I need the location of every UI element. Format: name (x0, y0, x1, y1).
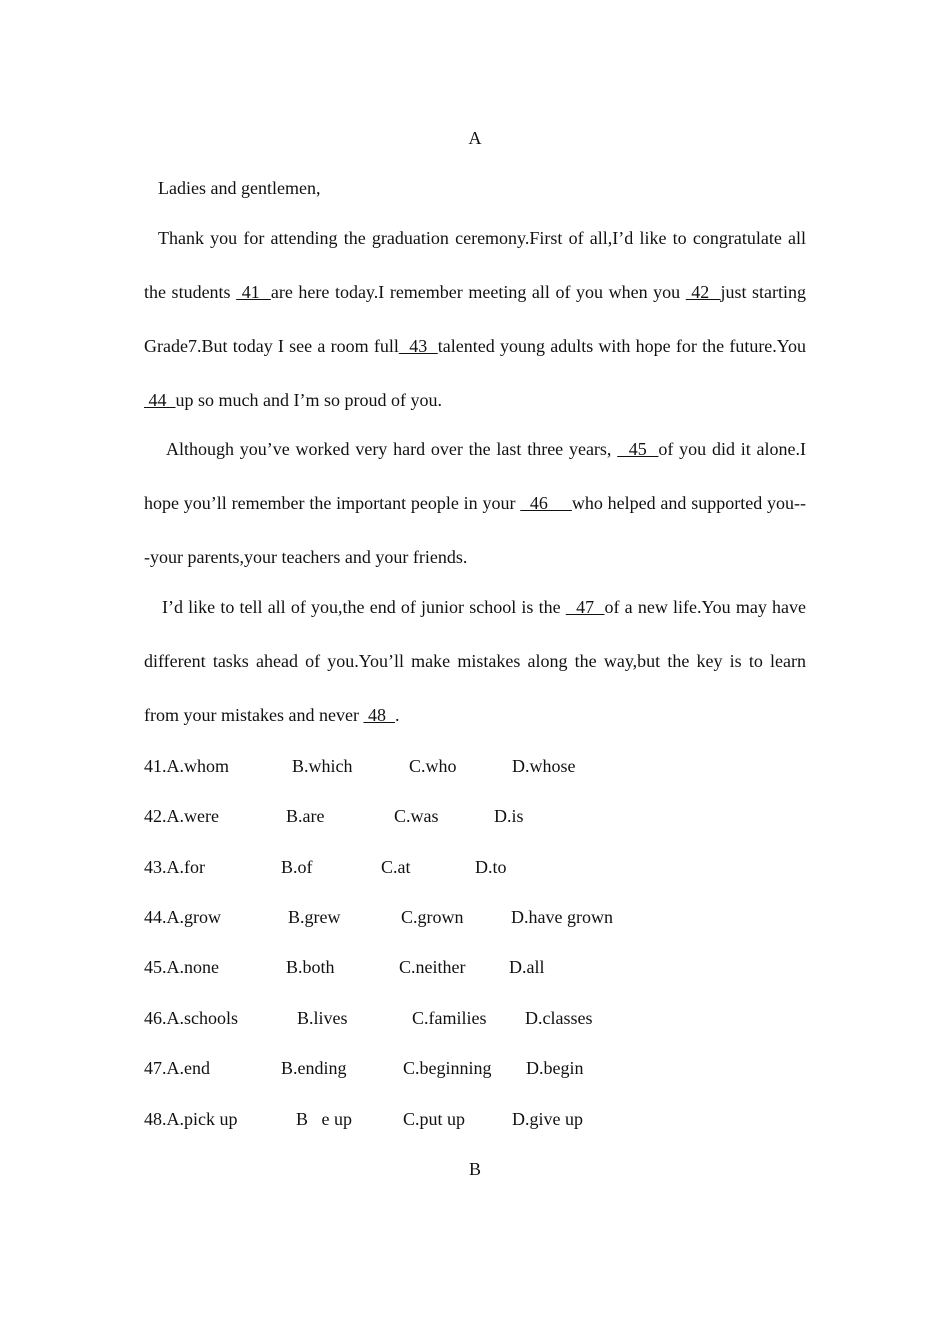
paragraph-3 (144, 580, 806, 742)
option-c: C.who (409, 756, 457, 776)
option-b: B.of (281, 857, 313, 877)
text: Although you’ve worked very hard over the last three years, (166, 439, 618, 459)
text: I’d like to tell all of you,the end of junior school is the (162, 597, 566, 617)
option-a: 41.A.whom (144, 756, 229, 776)
option-c: C.neither (399, 957, 466, 977)
option-a: 45.A.none (144, 957, 219, 977)
option-d: D.is (494, 806, 524, 826)
option-d: D.to (475, 857, 507, 877)
option-d: D.all (509, 957, 545, 977)
option-b: B.are (286, 806, 325, 826)
text: . (394, 705, 400, 725)
option-b: B.ending (281, 1058, 347, 1078)
option-c: C.beginning (403, 1058, 492, 1078)
text: of you did it alone.I hope you’ll remember the important people in your (144, 439, 807, 513)
option-b: B e up (296, 1109, 352, 1129)
option-d: D.begin (526, 1058, 584, 1078)
blank-42: 42 (685, 282, 721, 302)
blank-41: 41 (236, 282, 271, 302)
option-b: B.which (292, 756, 353, 776)
option-a: 42.A.were (144, 806, 219, 826)
option-b: B.lives (297, 1008, 348, 1028)
text: just starting Grade7.But today I see a room full (144, 282, 807, 356)
blank-43: 43 (398, 336, 438, 356)
option-d: D.classes (525, 1008, 593, 1028)
option-c: C.was (394, 806, 439, 826)
option-c: C.grown (401, 907, 464, 927)
option-a: 43.A.for (144, 857, 205, 877)
salutation: Ladies and gentlemen, (158, 178, 321, 198)
text: of a new life.You may have different tasks ahead of you.You’ll make mistakes along the way,but the key is to learn from your mistakes and never (144, 597, 807, 725)
option-c: C.families (412, 1008, 487, 1028)
text: up so much and I’m so proud of you. (175, 390, 442, 410)
option-c: C.at (381, 857, 411, 877)
blank-44: 44 (144, 390, 176, 410)
paragraph-1 (144, 211, 806, 427)
section-heading-b: B (468, 1159, 481, 1179)
option-c: C.put up (403, 1109, 466, 1129)
option-d: D.give up (512, 1109, 583, 1129)
blank-45: 45 (617, 439, 659, 459)
option-b: B.grew (288, 907, 341, 927)
section-heading-a: A (468, 128, 482, 148)
text: talented young adults with hope for the future.You (437, 336, 806, 356)
option-d: D.have grown (511, 907, 613, 927)
option-a: 47.A.end (144, 1058, 210, 1078)
option-a: 48.A.pick up (144, 1109, 238, 1129)
text: who helped and supported you---your parents,your teachers and your friends. (144, 493, 806, 567)
option-a: 44.A.grow (144, 907, 221, 927)
option-d: D.whose (512, 756, 576, 776)
option-a: 46.A.schools (144, 1008, 238, 1028)
blank-47: 47 (565, 597, 605, 617)
paragraph-2 (144, 422, 806, 584)
blank-48: 48 (363, 705, 395, 725)
text: are here today.I remember meeting all of you when you (270, 282, 686, 302)
blank-46: 46 (520, 493, 572, 513)
text: Thank you for attending the graduation ceremony.First of all,I’d like to congratulate all the students (144, 228, 806, 302)
option-b: B.both (286, 957, 335, 977)
